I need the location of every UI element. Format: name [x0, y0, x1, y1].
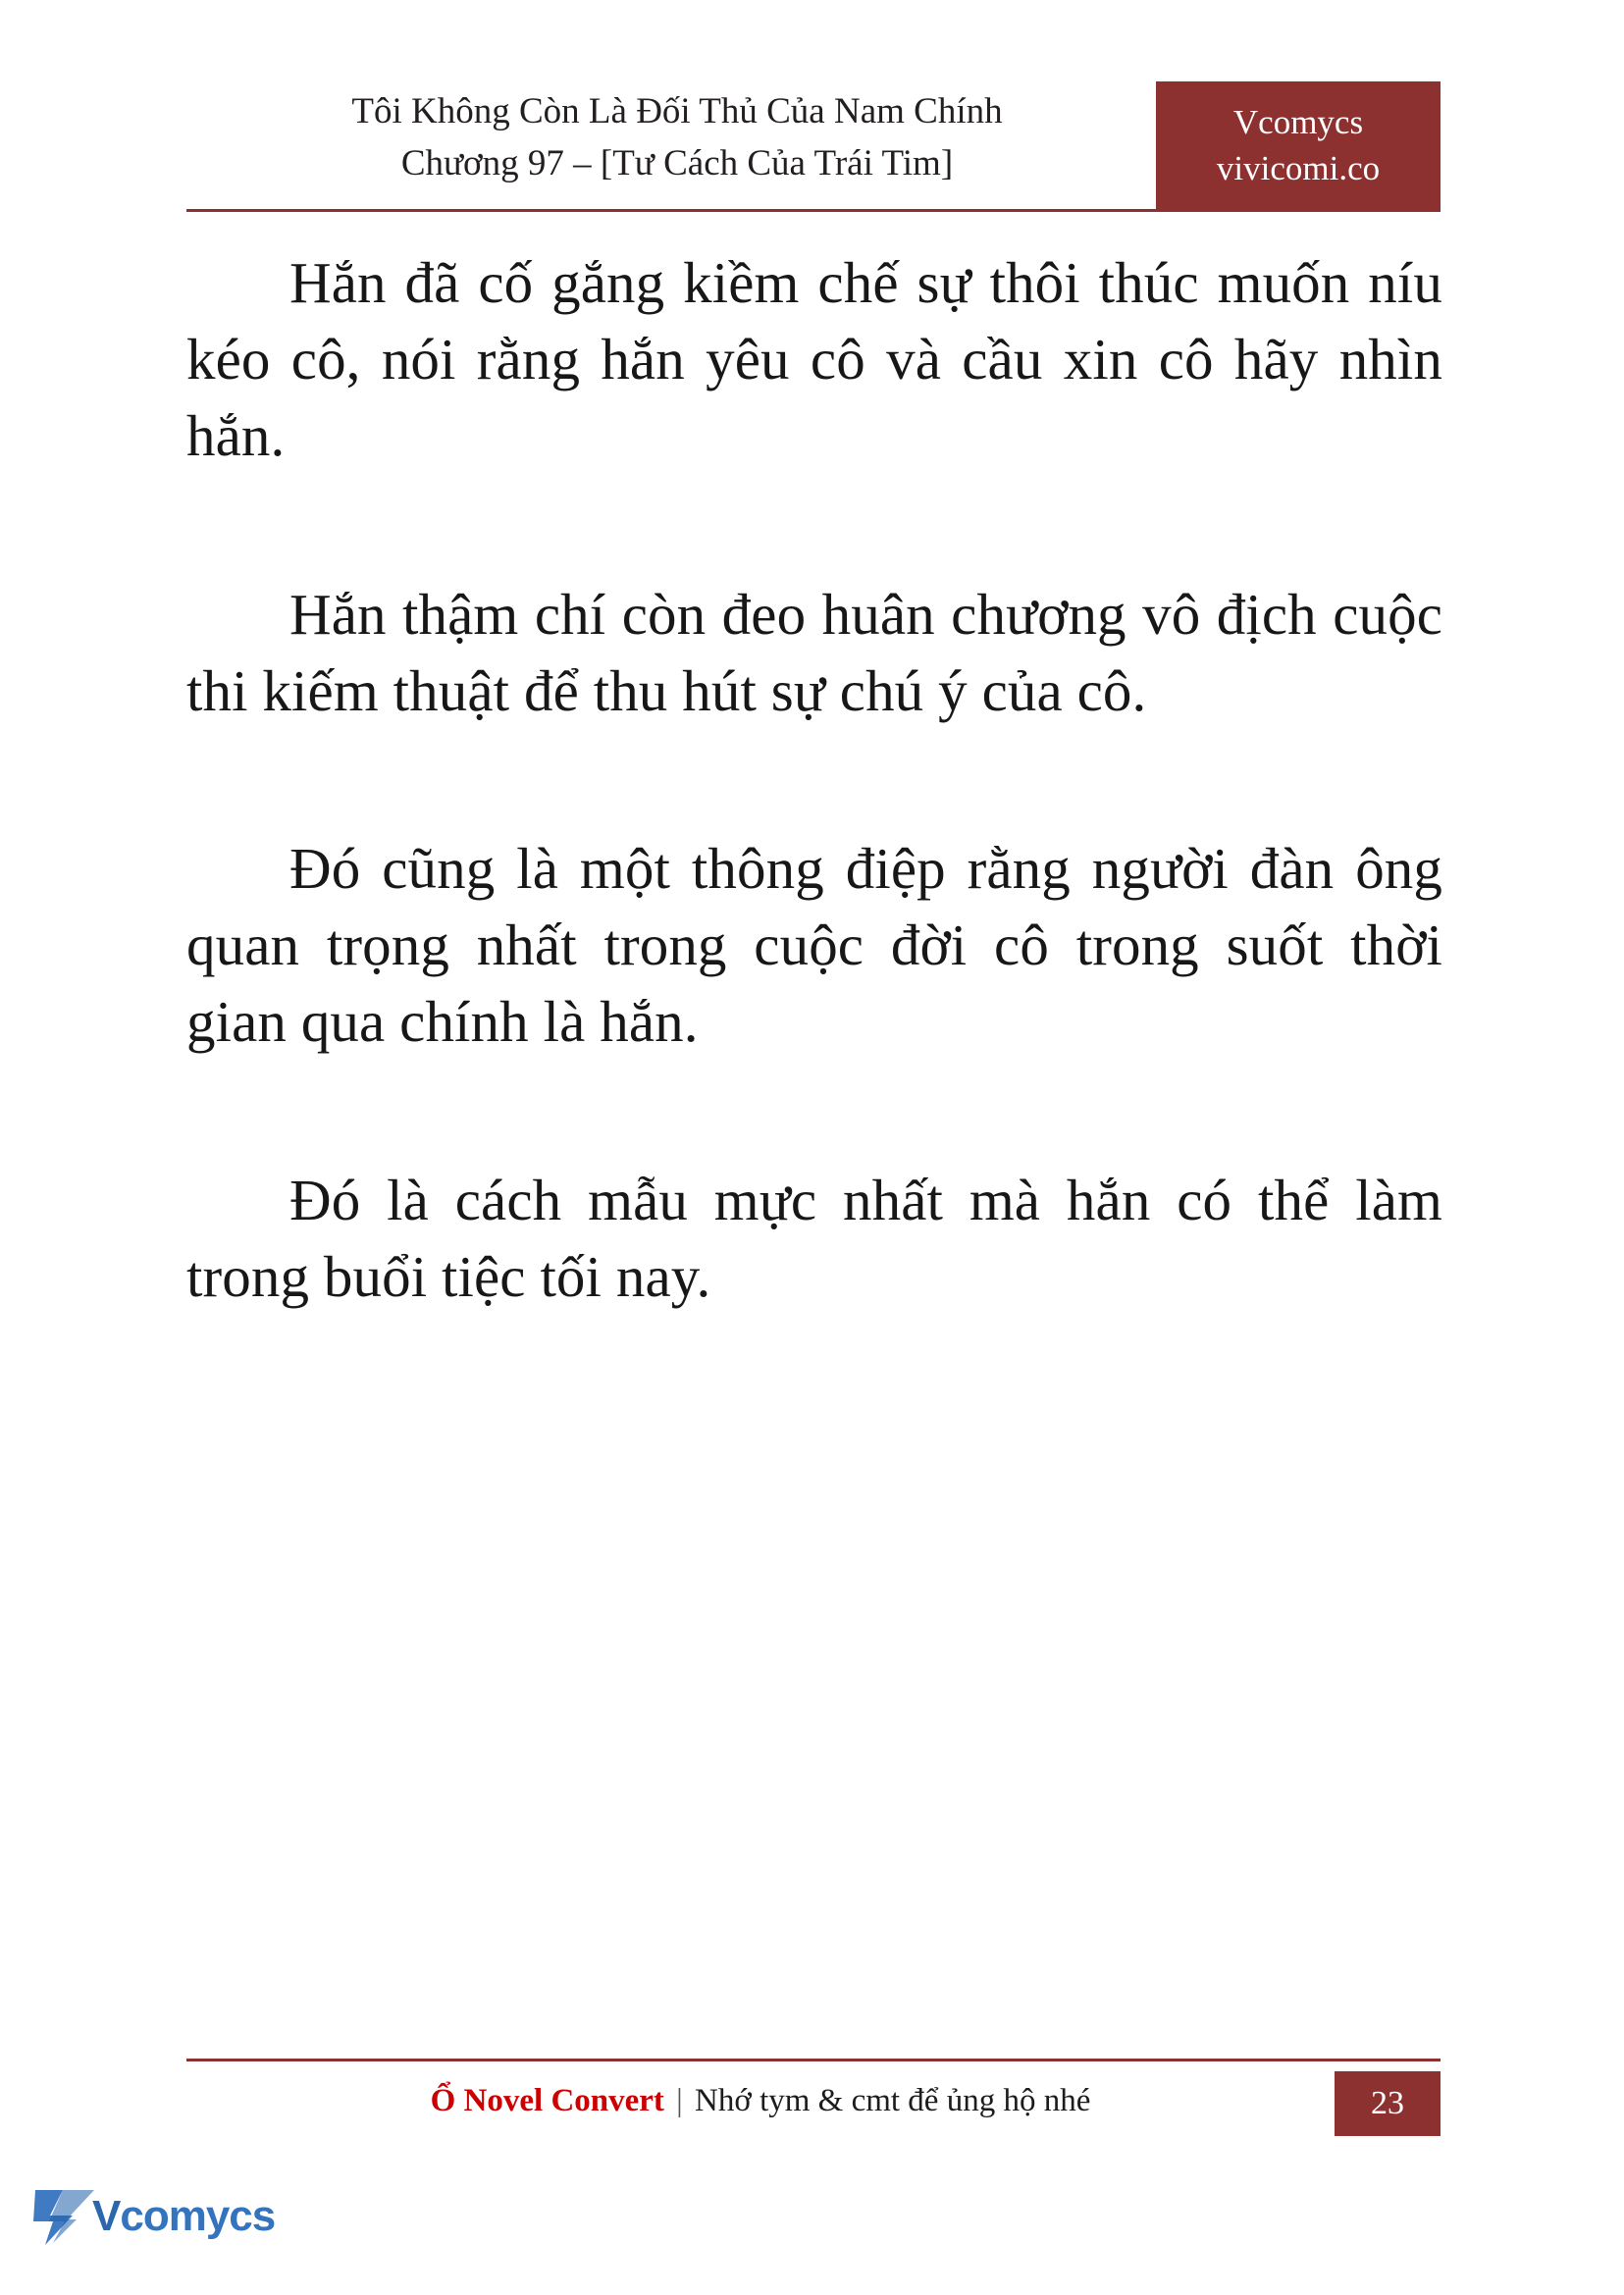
paragraph: Hắn đã cố gắng kiềm chế sự thôi thúc muốn níu kéo cô, nói rằng hắn yêu cô và cầu xin cô hãy nhìn hắn. — [186, 250, 1442, 468]
footer-brand: Ổ Novel Convert — [430, 2083, 664, 2118]
chapter-title: Chương 97 – [Tư Cách Của Trái Tim] — [400, 142, 954, 183]
watermark-logo — [33, 2174, 276, 2259]
watermark-text — [92, 2192, 275, 2241]
watermark-text-lower: comycs — [120, 2192, 276, 2240]
footer-note: Nhớ tym & cmt để ủng hộ nhé — [695, 2083, 1091, 2118]
footer-separator: | — [676, 2083, 683, 2118]
site-badge-name: Vcomycs — [1232, 102, 1364, 141]
page-footer — [186, 2059, 1441, 2135]
watermark-text-upper: V — [92, 2192, 121, 2240]
page-content — [186, 245, 1442, 1418]
site-badge — [1156, 81, 1441, 209]
page-header — [186, 86, 1441, 212]
footer-inner — [186, 2071, 1441, 2136]
header-title-block — [186, 86, 1168, 189]
vcomycs-logo-icon — [33, 2186, 98, 2247]
site-badge-url: vivicomi.co — [1216, 149, 1381, 187]
novel-title: Tôi Không Còn Là Đối Thủ Của Nam Chính — [351, 91, 1003, 131]
paragraph: Đó là cách mẫu mực nhất mà hắn có thể làm trong buổi tiệc tối nay. — [186, 1168, 1442, 1309]
paragraph: Đó cũng là một thông điệp rằng người đàn ông quan trọng nhất trong cuộc đời cô trong suốt thời gian qua chính là hắn. — [186, 836, 1442, 1055]
footer-credit — [186, 2083, 1335, 2119]
paragraph: Hắn thậm chí còn đeo huân chương vô địch cuộc thi kiếm thuật để thu hút sự chú ý của cô. — [186, 581, 1442, 723]
page-number: 23 — [1335, 2071, 1441, 2136]
